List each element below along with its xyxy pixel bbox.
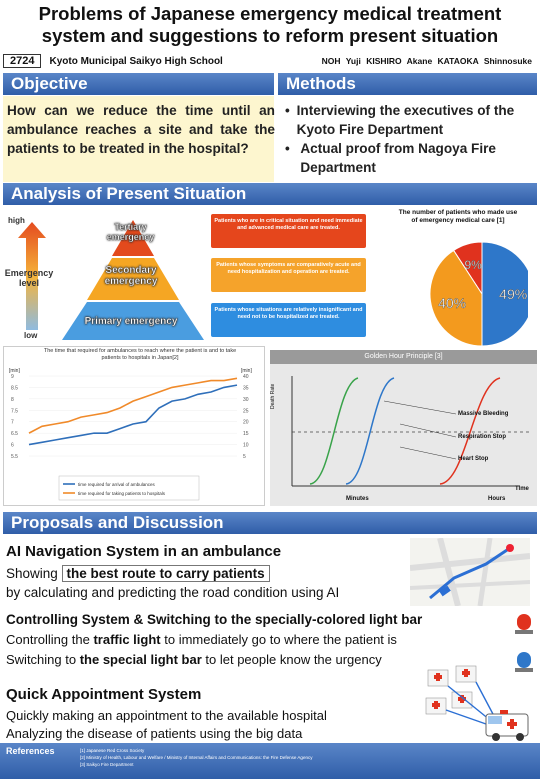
y-left-tick: 5.5 (11, 454, 18, 460)
primary-description: Patients whose situations are relatively insignificant and need not to be hospitalized are treated. (211, 303, 366, 337)
pyramid-primary: Primary emergency (84, 316, 178, 327)
line-legend-box (59, 476, 199, 500)
pie-title: The number of patients who made use of emergency medical care [1] (398, 209, 518, 224)
poster-title (0, 0, 540, 50)
secondary-description: Patients whose symptoms are comparatively acute and need hospitalization and operation are treated. (211, 258, 366, 292)
tertiary-description: Patients who are in critical situation and need immediate and advanced medical care are treated. (211, 214, 366, 248)
title-line-1: Problems of Japanese emergency medical treatment (38, 3, 502, 24)
y-left-label: [min] (9, 368, 20, 374)
arrow-high-label: high (8, 216, 25, 225)
golden-hour-title: Golden Hour Principle [3] (270, 350, 537, 364)
pyramid-secondary: Secondary emergency (104, 265, 158, 287)
author-names: NOH Yuji KISHIRO Akane KATAOKA Shinnosuke (321, 56, 532, 66)
arrow-low-label: low (24, 331, 38, 340)
y-right-tick: 35 (243, 385, 249, 392)
objective-text: How can we reduce the time until an ambulance reaches a site and take the patients to be treated in the hospital? (7, 103, 275, 156)
objective-heading: Objective (3, 73, 274, 95)
pie-label: 40% (438, 294, 467, 311)
y-right-tick: 5 (243, 454, 246, 460)
golden-ylabel: Death Rate (270, 383, 276, 409)
legend-entry: time required for taking patients to hospitals (78, 491, 166, 496)
legend-entry: time required for arrival of ambulances (78, 482, 155, 487)
school-name: Kyoto Municipal Saikyo High School (49, 55, 223, 67)
methods-heading: Methods (278, 73, 537, 95)
golden-xlabel-minutes: Minutes (346, 496, 369, 502)
pie-label: 49% (499, 286, 528, 302)
title-line-2: system and suggestions to reform present situation (41, 25, 499, 46)
y-left-tick: 8.5 (11, 385, 18, 392)
analysis-heading: Analysis of Present Situation (3, 183, 537, 205)
control-system-title: Controlling System & Switching to the specially-colored light bar (6, 612, 423, 627)
y-right-tick: 10 (243, 442, 249, 449)
y-right-tick: 30 (243, 396, 249, 403)
hospital-network-illustration (420, 664, 535, 742)
arrow-mid-label: Emergency level (4, 268, 54, 288)
ai-nav-title: AI Navigation System in an ambulance (6, 543, 282, 560)
ai-nav-line2: by calculating and predicting the road condition using AI (6, 585, 340, 600)
methods-list (285, 101, 535, 177)
golden-xlabel-hours: Hours (488, 496, 506, 502)
quick-appointment-title: Quick Appointment System (6, 686, 202, 703)
reference-item: [2] Ministry of Health, Labour and Welfare / Ministry of Internal Affairs and Communications: the Fire Defense Agency (80, 755, 313, 760)
references-bar (0, 743, 540, 779)
line-chart (3, 362, 265, 506)
methods-item: • Interviewing the executives of the Kyoto Fire Department (285, 103, 515, 137)
methods-item: • Actual proof from Nagoya Fire Department (285, 141, 496, 175)
control-line1: Controlling the traffic light to immediately go to where the patient is (6, 632, 397, 647)
references-heading: References (6, 746, 55, 756)
y-right-tick: 40 (243, 374, 249, 380)
pyramid-tertiary: Tertiary emergency (106, 222, 155, 242)
poster-id: 2724 (3, 54, 41, 68)
line-series (29, 378, 237, 433)
pie-chart (378, 238, 528, 350)
author-bar (0, 51, 540, 71)
y-left-tick: 9 (11, 374, 14, 380)
golden-series-3: Heart Stop (458, 456, 489, 462)
proposals-heading: Proposals and Discussion (3, 512, 537, 534)
y-left-tick: 7.5 (11, 408, 18, 415)
y-right-tick: 20 (243, 419, 249, 426)
reference-item: [1] Japanese Red Cross Society (80, 748, 145, 753)
control-line2: Switching to the special light bar to let people know the urgency (6, 652, 382, 667)
siren-icon (512, 612, 536, 672)
golden-series-2: Respiration Stop (458, 434, 507, 440)
y-left-tick: 8 (11, 396, 14, 403)
golden-xlabel-time: Time (515, 486, 529, 492)
ai-nav-line1: Showing the best route to carry patients (6, 565, 406, 583)
quick-line2: Analyzing the disease of patients using the big data (6, 726, 303, 741)
y-right-tick: 25 (243, 408, 249, 415)
line-chart-title: The time that required for ambulances to reach where the patient is and to take patients to hospitals in Japan[2] (43, 348, 237, 361)
y-left-tick: 7 (11, 419, 14, 426)
references-list (80, 747, 312, 768)
golden-series-1: Massive Bleeding (458, 411, 509, 417)
y-left-tick: 6.5 (11, 431, 18, 438)
y-right-label: [min] (241, 368, 252, 374)
reference-item: [3] Saikyo Fire Department (80, 762, 134, 767)
map-illustration (410, 538, 530, 606)
y-right-tick: 15 (243, 431, 249, 438)
pie-label: 9% (464, 258, 482, 273)
y-left-tick: 6 (11, 442, 14, 449)
line-series (29, 385, 237, 444)
quick-line1: Quickly making an appointment to the available hospital (6, 708, 327, 723)
best-route-highlight: the best route (66, 566, 156, 581)
